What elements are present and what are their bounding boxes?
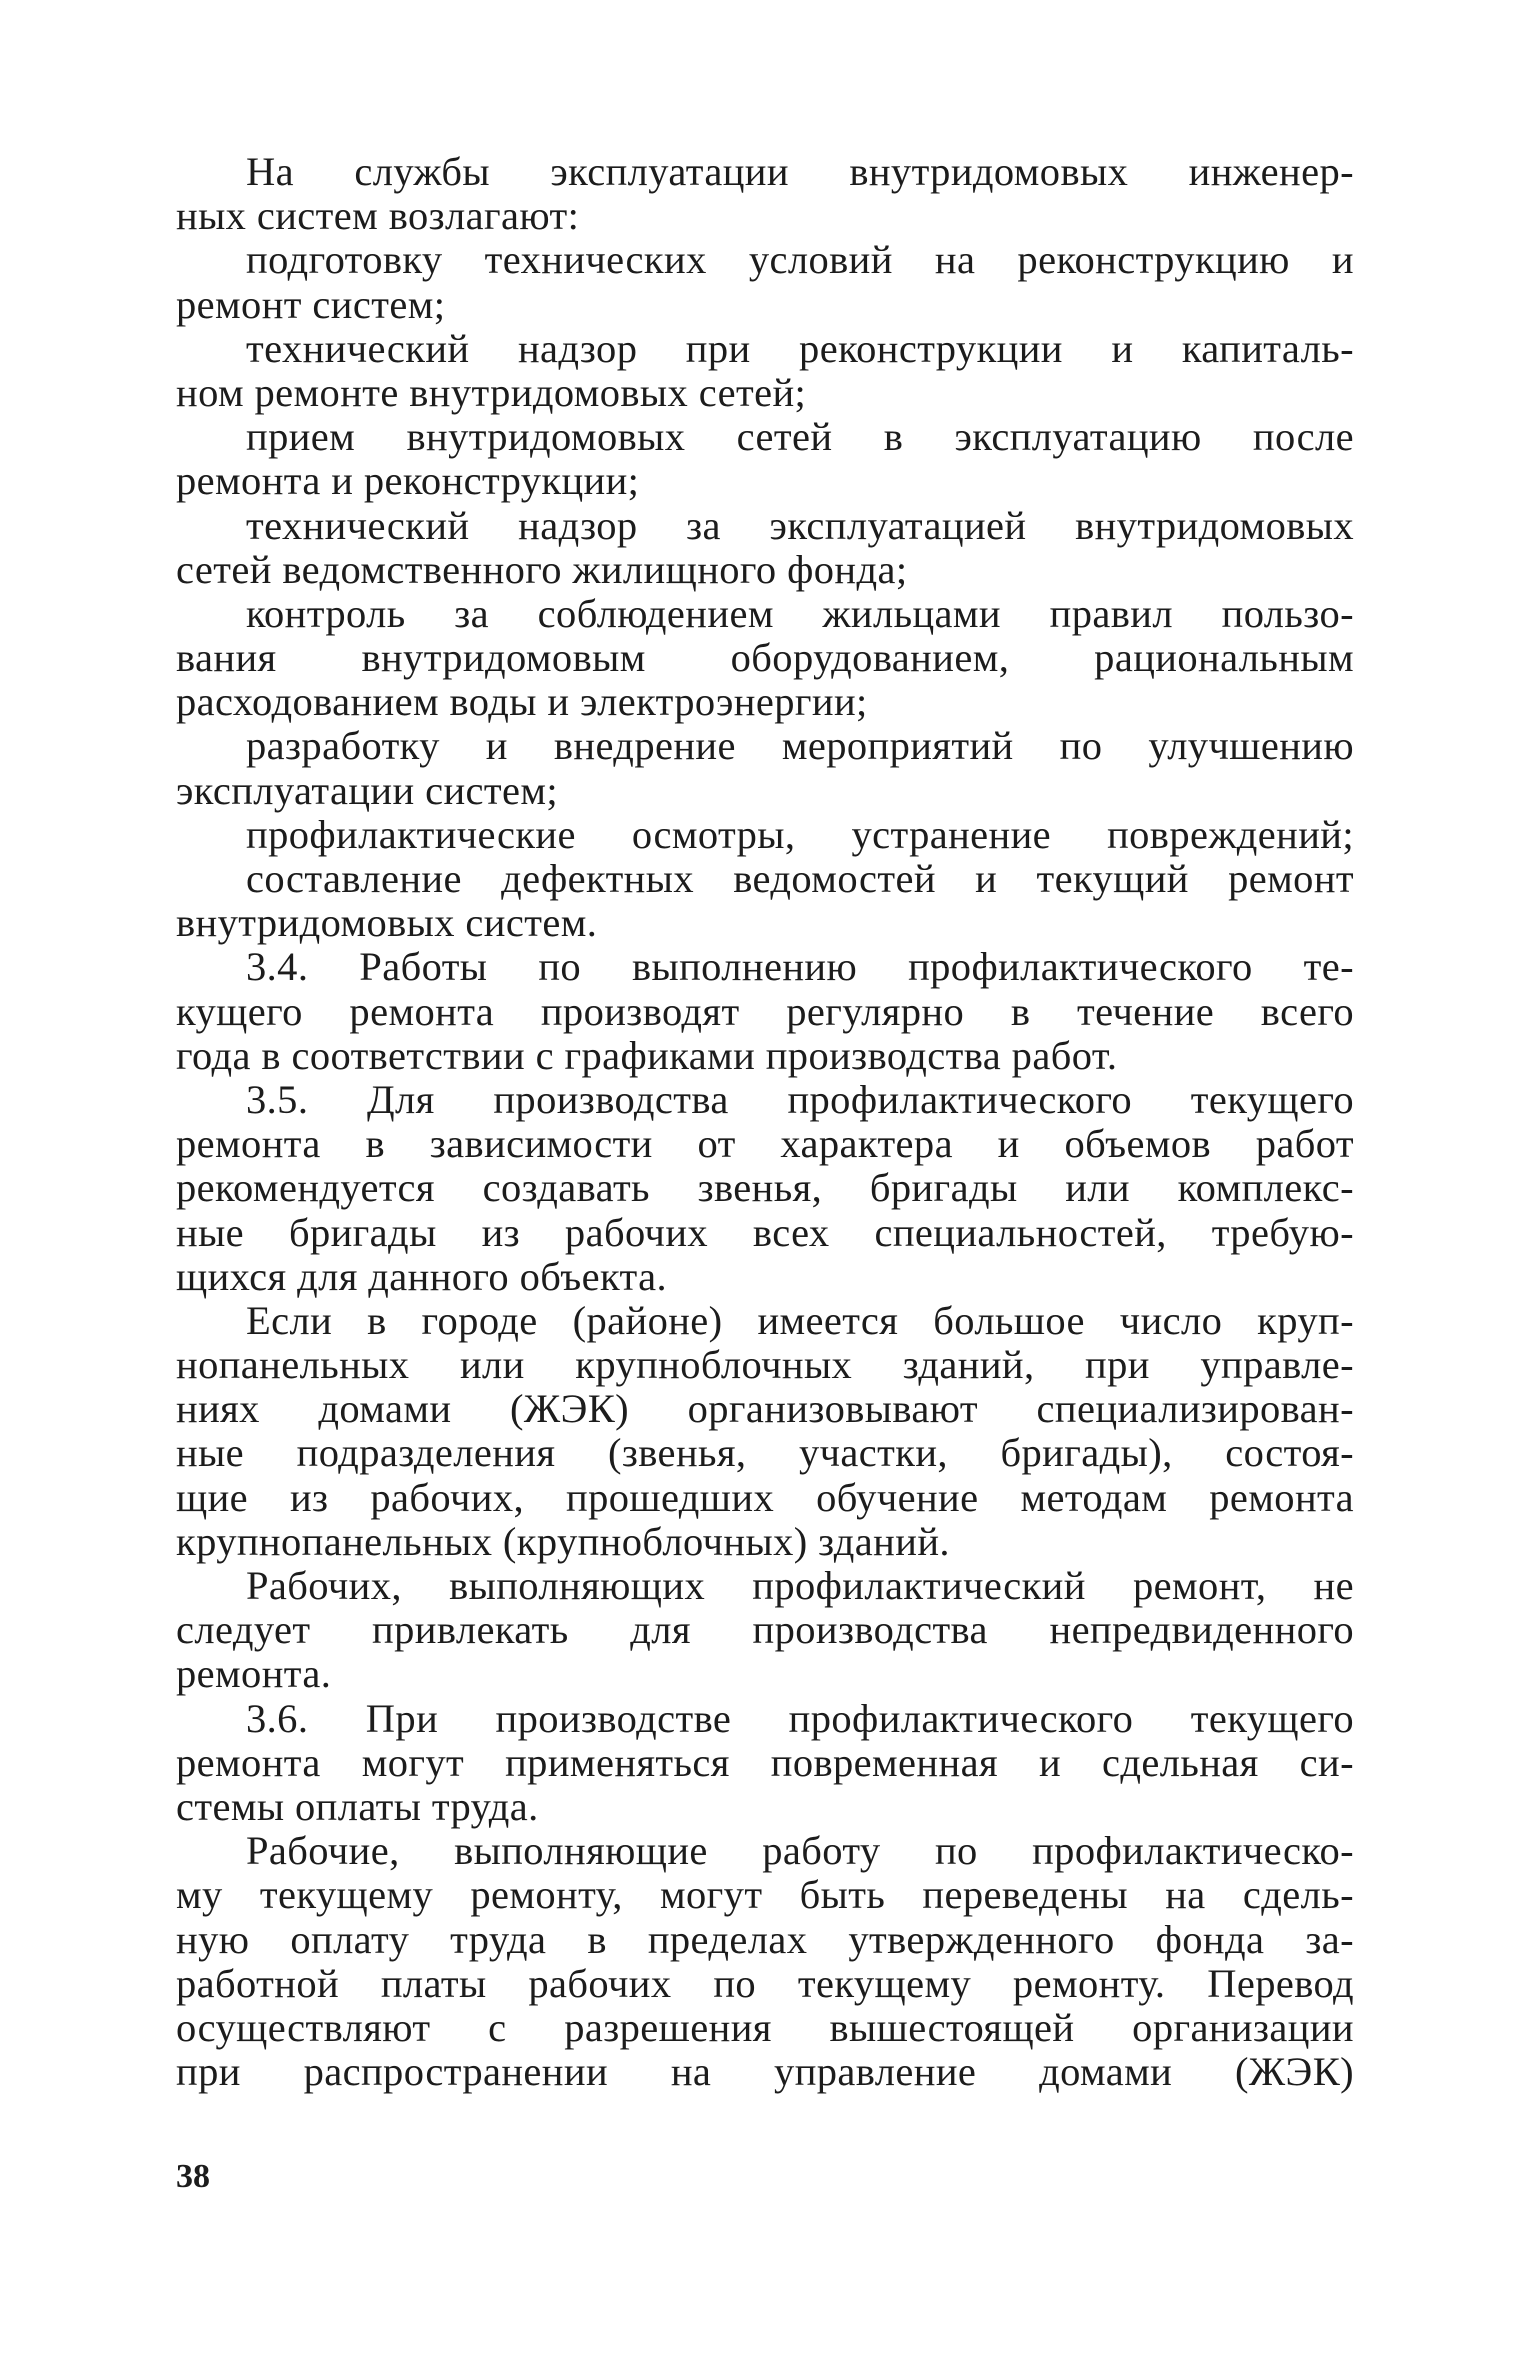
paragraph <box>176 1829 1354 2094</box>
text-line: разработку и внедрение мероприятий по улучшению <box>246 723 1354 769</box>
text-line: внутридомовых систем. <box>176 900 598 946</box>
text-line: контроль за соблюдением жильцами правил пользо- <box>246 590 1354 636</box>
text-line: ные бригады из рабочих всех специальностей, требую- <box>176 1209 1354 1255</box>
text-line: года в соответствии с графиками производства работ. <box>176 1032 1118 1078</box>
text-line: ремонт систем; <box>176 281 446 327</box>
paragraph <box>176 150 1354 238</box>
list-item <box>176 238 1354 326</box>
paragraph <box>176 1564 1354 1697</box>
text-line: осуществляют с разрешения вышестоящей организации <box>176 2004 1354 2050</box>
text-line: расходованием воды и электроэнергии; <box>176 679 868 725</box>
text-line: ремонта. <box>176 1651 332 1697</box>
list-item <box>176 415 1354 503</box>
text-line: ную оплату труда в пределах утвержденного фонда за- <box>176 1916 1354 1962</box>
text-line: 3.4. Работы по выполнению профилактического те- <box>246 944 1354 990</box>
list-item <box>176 813 1354 857</box>
text-line: ниях домами (ЖЭК) организовывают специализирован- <box>176 1386 1354 1432</box>
text-line: составление дефектных ведомостей и текущий ремонт <box>246 856 1354 901</box>
text-line: рекомендуется создавать звенья, бригады или комплекс- <box>176 1165 1354 1211</box>
text-line: нопанельных или крупноблочных зданий, при управле- <box>176 1342 1354 1388</box>
list-item <box>176 857 1354 945</box>
text-line: работной платы рабочих по текущему ремонту. Перевод <box>176 1960 1354 2006</box>
list-item <box>176 592 1354 725</box>
paragraph <box>176 1697 1354 1830</box>
text-line: при распространении на управление домами (ЖЭК) <box>176 2049 1354 2095</box>
text-line: кущего ремонта производят регулярно в течение всего <box>176 988 1354 1034</box>
text-line: му текущему ремонту, могут быть переведены на сдель- <box>176 1872 1354 1918</box>
text-line: ремонта могут применяться повременная и сдельная си- <box>176 1739 1354 1785</box>
text-line: щихся для данного объекта. <box>176 1253 668 1299</box>
text-line: прием внутридомовых сетей в эксплуатацию после <box>246 414 1354 460</box>
text-line: 3.5. Для производства профилактического текущего <box>246 1076 1354 1122</box>
text-line: технический надзор за эксплуатацией внутридомовых <box>246 502 1354 548</box>
text-line: эксплуатации систем; <box>176 767 559 813</box>
text-line: ремонта в зависимости от характера и объемов работ <box>176 1121 1354 1167</box>
text-line: сетей ведомственного жилищного фонда; <box>176 546 908 592</box>
text-line: вания внутридомовым оборудованием, рациональным <box>176 635 1354 681</box>
list-item <box>176 504 1354 592</box>
text-line: профилактические осмотры, устранение повреждений; <box>246 811 1354 857</box>
text-line: Если в городе (районе) имеется большое число круп- <box>246 1297 1354 1343</box>
text-line: 3.6. При производстве профилактического текущего <box>246 1695 1354 1741</box>
text-line: подготовку технических условий на реконструкцию и <box>246 237 1354 283</box>
text-line: ремонта и реконструкции; <box>176 458 640 504</box>
paragraph <box>176 945 1354 1078</box>
text-line: технический надзор при реконструкции и капиталь- <box>246 325 1354 371</box>
text-line: крупнопанельных (крупноблочных) зданий. <box>176 1518 950 1564</box>
list-item <box>176 724 1354 812</box>
paragraph <box>176 1078 1354 1299</box>
text-line: ные подразделения (звенья, участки, бригады), состоя- <box>176 1430 1354 1476</box>
paragraph <box>176 1299 1354 1564</box>
text-line: ных систем возлагают: <box>176 193 580 239</box>
text-line: следует привлекать для производства непредвиденного <box>176 1607 1354 1653</box>
text-line: На службы эксплуатации внутридомовых инженер- <box>246 149 1354 194</box>
page-number: 38 <box>176 2158 210 2195</box>
text-line: Рабочие, выполняющие работу по профилактическо- <box>246 1828 1354 1874</box>
text-line: Рабочих, выполняющих профилактический ремонт, не <box>246 1563 1354 1608</box>
text-line: ном ремонте внутридомовых сетей; <box>176 369 807 415</box>
text-line: щие из рабочих, прошедших обучение методам ремонта <box>176 1474 1354 1520</box>
page-body <box>176 150 1354 2094</box>
list-item <box>176 327 1354 415</box>
text-line: стемы оплаты труда. <box>176 1783 539 1829</box>
